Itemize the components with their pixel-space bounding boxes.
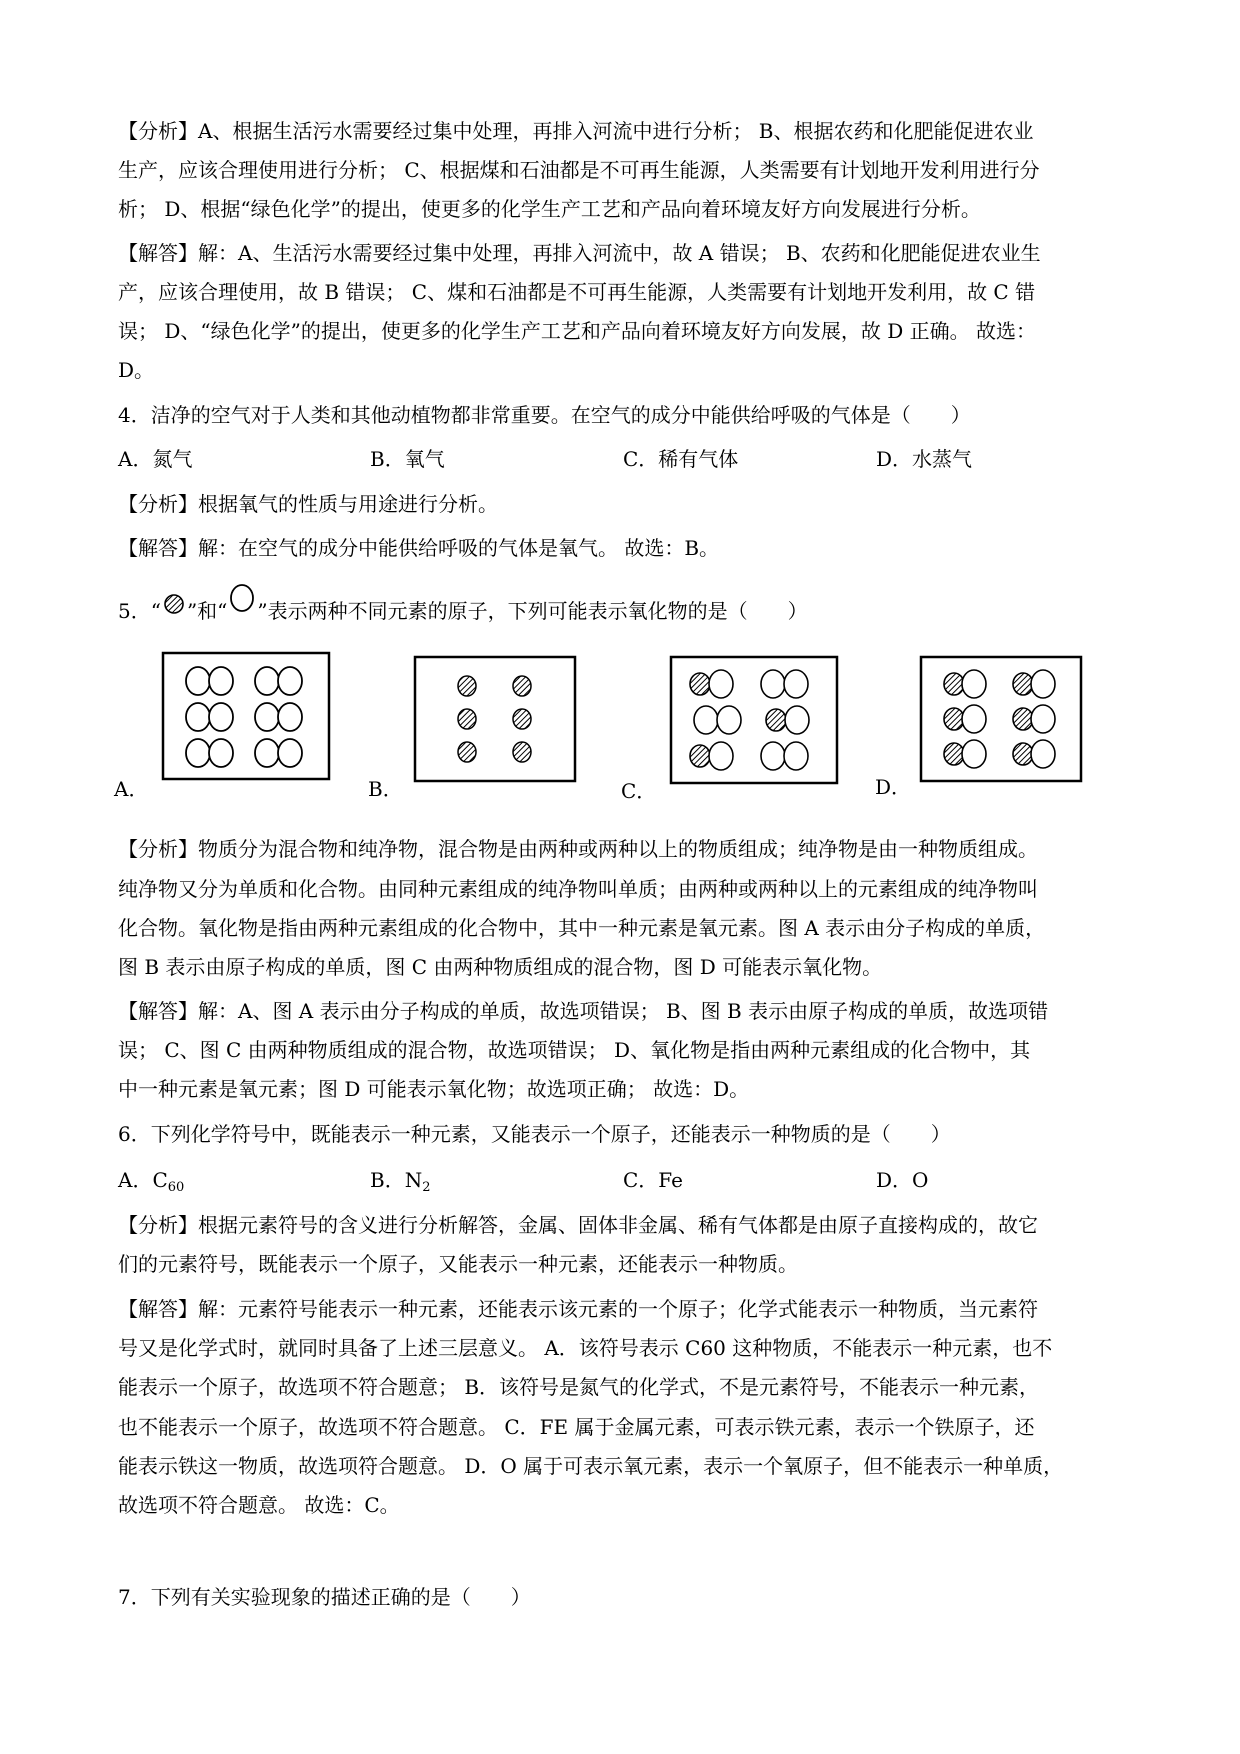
q3-analysis-line-1: 【分析】A、根据生活污水需要经过集中处理，再排入河流中进行分析； B、根据农药和化肥能促进农业 [118,119,1034,143]
q4-option-a: A．氮气 [118,447,193,471]
q4-stem: 4．洁净的空气对于人类和其他动植物都非常重要。在空气的成分中能供给呼吸的气体是（ ） [118,403,971,427]
q4-option-b: B．氧气 [370,447,445,471]
q5-analysis-line-4: 图 B 表示由原子构成的单质，图 C 由两种物质组成的混合物，图 D 可能表示氧化物。 [118,955,883,979]
q5-answer-line-2: 误； C、图 C 由两种物质组成的混合物，故选项错误； D、氧化物是指由两种元素组成的化合物中，其 [118,1038,1031,1062]
q5-analysis-line-1: 【分析】物质分为混合物和纯净物，混合物是由两种或两种以上的物质组成；纯净物是由一种物质组成。 [118,837,1038,861]
answer-tag: 【解答】 [118,241,198,265]
diagram-a-svg [160,650,332,782]
q4-answer: 【解答】解：在空气的成分中能供给呼吸的气体是氧气。 故选：B。 [118,536,720,560]
diagram-b-svg [412,654,578,784]
q6-option-c: C．Fe [623,1168,683,1192]
q6-analysis-line-2: 们的元素符号，既能表示一个原子，又能表示一种元素，还能表示一种物质。 [118,1252,798,1276]
q5-diagram-d [918,654,1084,784]
q6-answer-line-5: 能表示铁这一物质，故选项符合题意。 D．O 属于可表示氧元素，表示一个氧原子，但不能表示一种单质， [118,1454,1064,1478]
q6-option-d: D．O [876,1168,929,1192]
q5-analysis-line-2: 纯净物又分为单质和化合物。由同种元素组成的纯净物叫单质；由两种或两种以上的元素组成的纯净物叫 [118,877,1038,901]
q6-answer-line-2: 号又是化学式时，就同时具备了上述三层意义。 A．该符号表示 C60 这种物质，不能表示一种元素，也不 [118,1336,1053,1360]
q6-option-a: A．$C_{60}$ [118,1168,185,1195]
q5-option-d-label: D． [875,775,912,799]
analysis-tag: 【分析】 [118,119,198,143]
q6-answer-line-3: 能表示一个原子，故选项不符合题意； B．该符号是氮气的化学式，不是元素符号，不能表示一种元素， [118,1375,1040,1399]
q5-option-a-label: A． [114,777,149,801]
q4-option-c: C．稀有气体 [623,447,739,471]
q5-answer-line-3: 中一种元素是氧元素；图 D 可能表示氧化物；故选项正确； 故选：D。 [118,1077,750,1101]
diagram-d-svg [918,654,1084,784]
q7-stem: 7．下列有关实验现象的描述正确的是（ ） [118,1585,531,1609]
q3-analysis-line-3: 析； D、根据“绿色化学”的提出，使更多的化学生产工艺和产品向着环境友好方向发展进行分析。 [118,197,981,221]
q5-diagram-c [668,654,840,786]
q5-stem: 5．“ ”和“ ”表示两种不同元素的原子，下列可能表示氧化物的是（ ） [118,584,1130,624]
q4-analysis: 【分析】根据氧气的性质与用途进行分析。 [118,492,498,516]
q5-diagram-a [160,650,332,782]
diagram-c-svg [668,654,840,786]
q3-answer-line-2: 产，应该合理使用，故 B 错误； C、煤和石油都是不可再生能源，人类需要有计划地开发利用，故 C 错 [118,280,1036,304]
q6-option-b: B．$N_2$ [370,1168,431,1195]
q5-answer-line-1: 【解答】解：A、图 A 表示由分子构成的单质，故选项错误； B、图 B 表示由原子构成的单质，故选项错 [118,999,1049,1023]
q3-answer-line-1: 【解答】解：A、生活污水需要经过集中处理，再排入河流中，故 A 错误； B、农药和化肥能促进农业生 [118,241,1041,265]
q4-option-d: D．水蒸气 [876,447,973,471]
q3-analysis-line-2: 生产，应该合理使用进行分析； C、根据煤和石油都是不可再生能源，人类需要有计划地开发利用进行分 [118,158,1040,182]
hatched-atom-icon [162,594,186,620]
q6-answer-line-4: 也不能表示一个原子，故选项不符合题意。 C．FE 属于金属元素，可表示铁元素，表示一个铁原子，还 [118,1415,1035,1439]
q5-option-c-label: C． [621,779,657,803]
q3-answer-line-4: D。 [118,358,155,382]
open-atom-icon [228,584,256,616]
q6-answer-line-1: 【解答】解：元素符号能表示一种元素，还能表示该元素的一个原子；化学式能表示一种物质，当元素符 [118,1297,1038,1321]
q5-diagram-b [412,654,578,784]
q6-analysis-line-1: 【分析】根据元素符号的含义进行分析解答，金属、固体非金属、稀有气体都是由原子直接构成的，故它 [118,1213,1038,1237]
q6-stem: 6．下列化学符号中，既能表示一种元素，又能表示一个原子，还能表示一种物质的是（ ） [118,1122,951,1146]
q5-option-b-label: B． [368,777,403,801]
q3-answer-line-3: 误； D、“绿色化学”的提出，使更多的化学生产工艺和产品向着环境友好方向发展，故 D 正确。 故选： [118,319,1036,343]
q5-analysis-line-3: 化合物。氧化物是指由两种元素组成的化合物中，其中一种元素是氧元素。图 A 表示由分子构成的单质， [118,916,1046,940]
q6-answer-line-6: 故选项不符合题意。 故选：C。 [118,1493,400,1517]
